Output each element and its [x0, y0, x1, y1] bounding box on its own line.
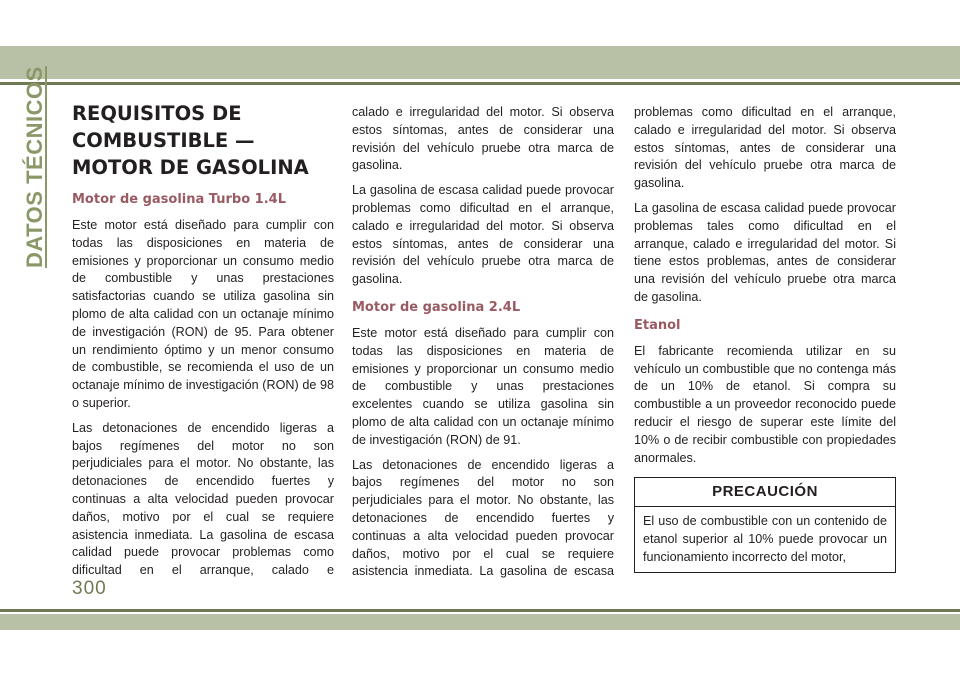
heading-turbo-14: Motor de gasolina Turbo 1.4L	[72, 192, 286, 207]
paragraph-turbo-3: La gasolina de escasa calidad puede provocar problemas como dificultad en el arranque, calado e irregularidad del motor. Si observa estos síntomas, antes de considerar una revisión del vehículo pruebe otra marca de gasolina.	[352, 183, 614, 287]
page-title: REQUISITOS DE COMBUSTIBLE — MOTOR DE GASOLINA	[72, 102, 309, 179]
caution-text: El uso de combustible con un contenido de etanol superior al 10% puede provocar un funcionamiento incorrecto del motor,	[643, 514, 887, 564]
caution-box	[634, 477, 896, 573]
bottom-decorative-band	[0, 614, 960, 630]
paragraph-motor24-3: La gasolina de escasa calidad puede provocar problemas tales como dificultad en el arranque, calado e irregularidad del motor. Si tiene estos problemas, antes de considerar una revisión del vehículo pruebe otra marca de gasolina.	[634, 200, 896, 304]
paragraph-motor24-2-cont: problemas como dificultad en el arranque, calado e irregularidad del motor. Si observa estos síntomas, antes de considerar una revisión del vehículo pruebe otra marca de gasolina.	[634, 105, 896, 191]
section-side-tab	[22, 66, 62, 308]
column-3	[634, 104, 896, 573]
heading-etanol: Etanol	[634, 317, 681, 333]
caution-heading: PRECAUCIÓN	[635, 478, 895, 507]
paragraph-motor24-1: Este motor está diseñado para cumplir con todas las disposiciones en materia de emisiones y proporcionar un consumo medio de combustible y unas prestaciones excelentes cuando se utiliza gasolina sin plomo de alta calidad con un octanaje mínimo de investigación (RON) de 91.	[352, 325, 614, 447]
bottom-rule	[0, 609, 960, 612]
heading-motor-24: Motor de gasolina 2.4L	[352, 299, 521, 315]
top-decorative-band	[0, 46, 960, 79]
paragraph-etanol: El fabricante recomienda utilizar en su vehículo un combustible que no contenga más de un 10% de etanol. Si compra su combustible a un proveedor reconocido puede reducir el riesgo de superar este límite del 10% o de recibir combustible con propiedades anormales.	[634, 343, 896, 465]
paragraph-turbo-2: Las detonaciones de encendido ligeras a bajos regímenes del motor no son perjudiciales para el motor. No obstante, las detonaciones de encendido fuertes y continuas a alta velocidad pueden provocar daños, motivo por el cual se requiere asistencia inmediata. La gasolina de escasa calidad puede provocar problemas como dificultad en el arranque, calado e	[72, 420, 334, 578]
section-side-tab-label: DATOS TÉCNICOS	[22, 66, 47, 268]
column-1	[72, 100, 334, 589]
column-2	[352, 104, 614, 589]
top-rule	[0, 82, 960, 85]
paragraph-motor24-2: Las detonaciones de encendido ligeras a bajos regímenes del motor no son perjudiciales para el motor. No obstante, las detonaciones de encendido fuertes y continuas a alta velocidad pueden provocar daños, motivo por el cual se requiere asistencia inmediata. La gasolina de escasa	[352, 457, 614, 579]
paragraph-turbo-2-cont: calado e irregularidad del motor. Si observa estos síntomas, antes de considerar una revisión del vehículo pruebe otra marca de gasolina.	[352, 105, 614, 173]
page-number: 300	[72, 578, 107, 599]
paragraph-turbo-1: Este motor está diseñado para cumplir con todas las disposiciones en materia de emisiones y proporcionar un consumo medio de combustible y unas prestaciones satisfactorias cuando se utiliza gasolina sin plomo de alta calidad con un octanaje mínimo de investigación (RON) de 95. Para obtener un rendimiento óptimo y un menor consumo de combustible, se recomienda el uso de un octanaje mínimo de investigación (RON) de 98 o superior.	[72, 218, 334, 410]
